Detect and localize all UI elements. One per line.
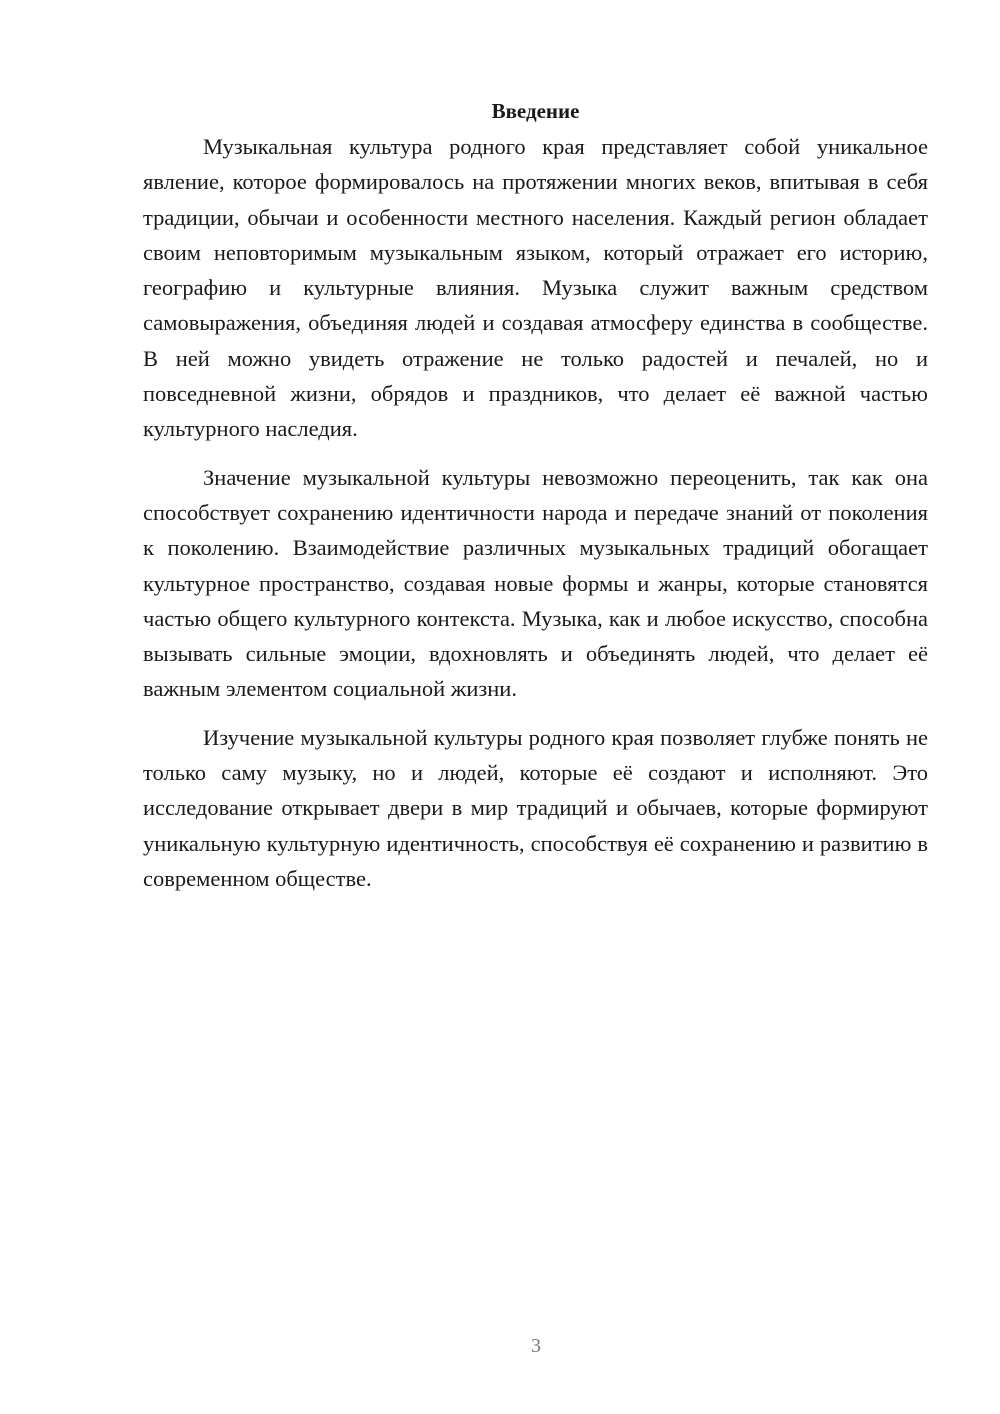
paragraph-1: Музыкальная культура родного края представляет собой уникальное явление, которое формировалось на протяжении многих веков, впитывая в себя традиции, обычаи и особенности местного населения. Каждый регион обладает своим неповторимым музыкальным языком, который отражает его историю, географию и культурные влияния. Музыка служит важным средством самовыражения, объединяя людей и создавая атмосферу единства в сообществе. В ней можно увидеть отражение не только радостей и печалей, но и повседневной жизни, обрядов и праздников, что делает её важной частью культурного наследия. — [143, 134, 928, 442]
paragraph-3: Изучение музыкальной культуры родного края позволяет глубже понять не только саму музыку, но и людей, которые её создают и исполняют. Это исследование открывает двери в мир традиций и обычаев, которые формируют уникальную культурную идентичность, способствуя её сохранению и развитию в современном обществе. — [143, 724, 928, 891]
page-number: 3 — [531, 1335, 541, 1357]
section-heading: Введение — [491, 99, 580, 123]
page-content — [143, 96, 928, 909]
paragraph-2: Значение музыкальной культуры невозможно переоценить, так как она способствует сохранению идентичности народа и передаче знаний от поколения к поколению. Взаимодействие различных музыкальных традиций обогащает культурное пространство, создавая новые формы и жанры, которые становятся частью общего культурного контекста. Музыка, как и любое искусство, способна вызывать сильные эмоции, вдохновлять и объединять людей, что делает её важным элементом социальной жизни. — [143, 464, 928, 702]
